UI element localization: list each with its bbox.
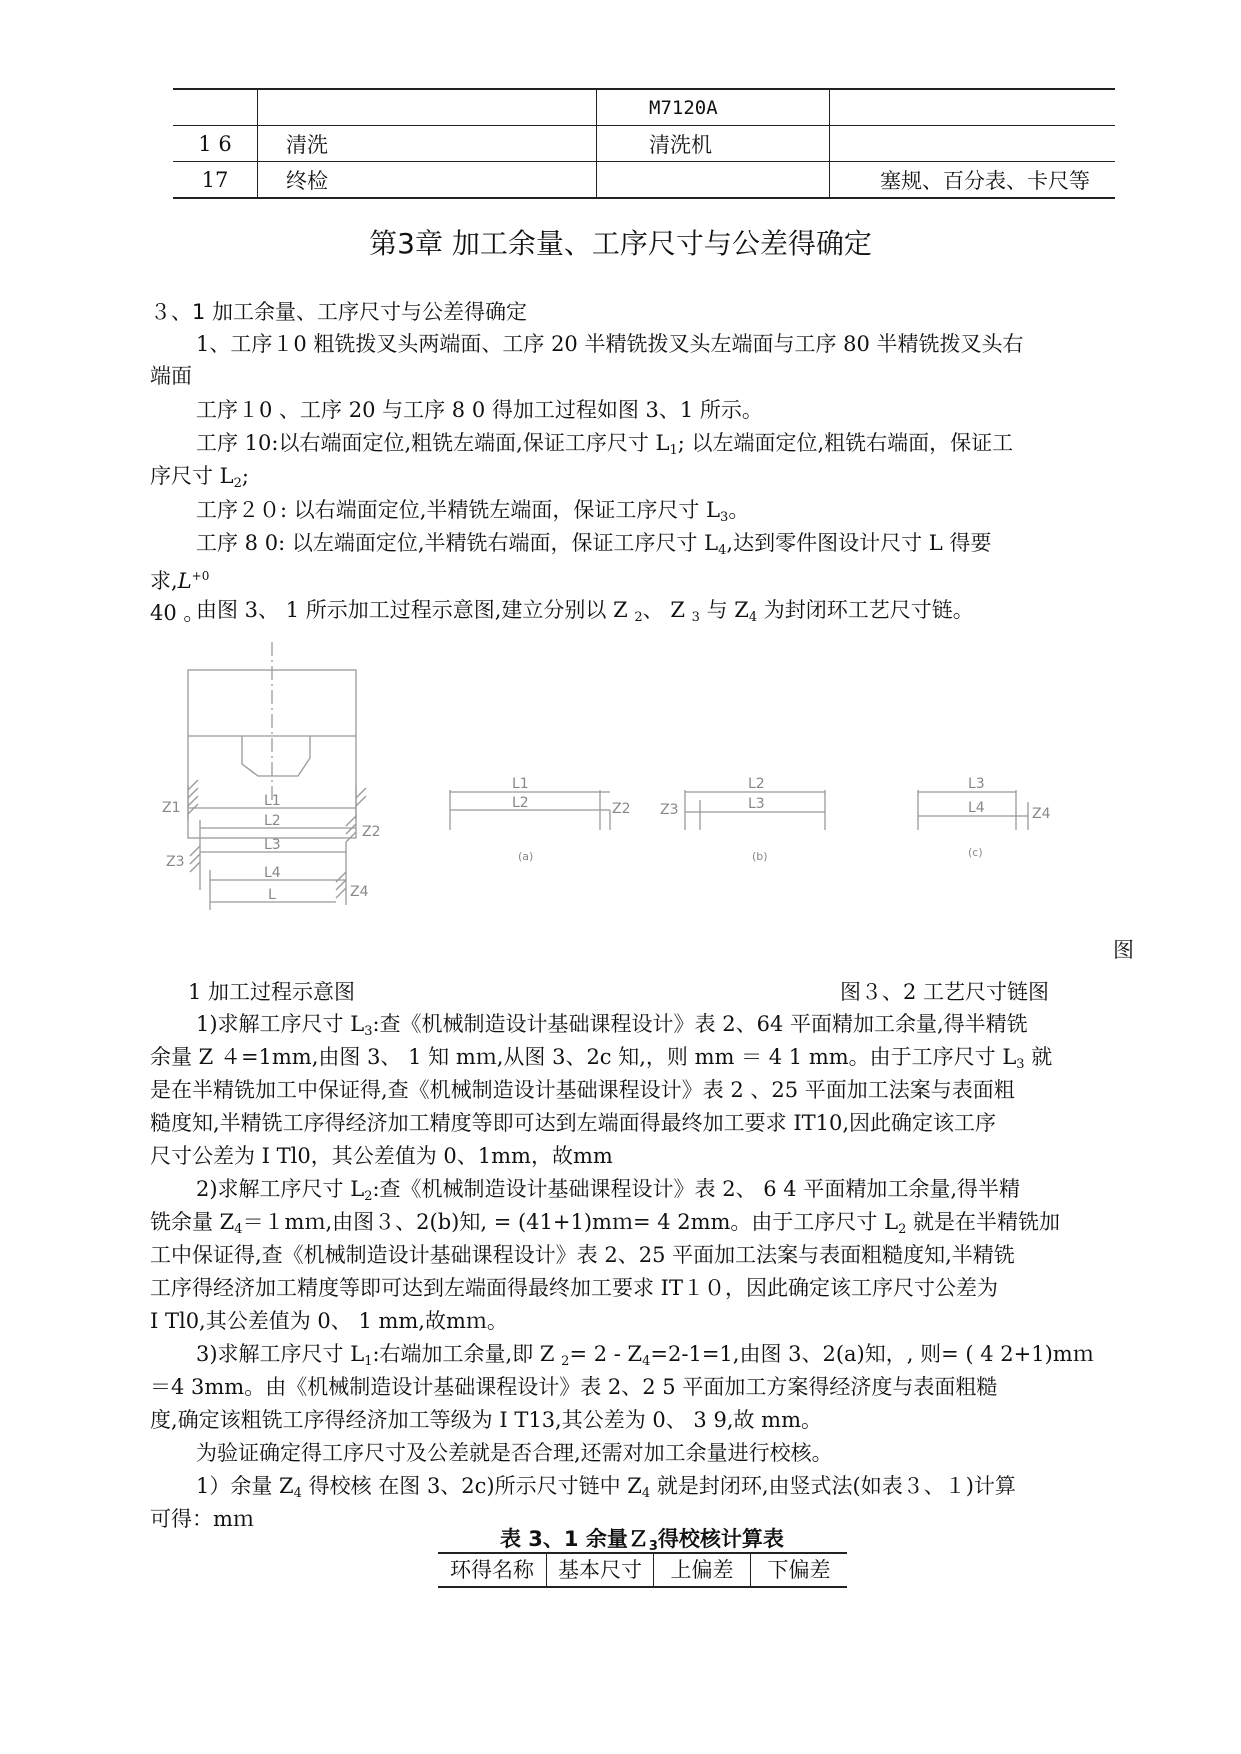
figure-label: Z4	[1032, 806, 1051, 822]
process-table	[173, 88, 1115, 199]
paragraph-line: 可得：mｍ	[150, 1507, 254, 1531]
figure-caption: 图	[1113, 938, 1134, 962]
table-header: 基本尺寸	[547, 1553, 654, 1587]
figure-label: Z3	[166, 854, 185, 870]
figure-label: Z2	[362, 824, 381, 840]
paragraph-line: 工序 10:以右端面定位,粗铣左端面,保证工序尺寸 $L_1$; 以左端面定位,粗铣右端面，保证工	[196, 431, 1014, 458]
table-caption: 表 3、1 余量Ｚ$_3$得校核计算表	[500, 1527, 784, 1554]
figure-label: L3	[968, 776, 985, 792]
process-no: 17	[173, 162, 258, 199]
paragraph-line: 序尺寸 $L_2$;	[150, 464, 249, 491]
paragraph-line: 1）余量 $Z_4$ 得校核 在图 3、2c)所示尺寸链中 $Z_4$ 就是封闭环,由竖式法(如表３、１)计算	[196, 1474, 1016, 1501]
process-machine: 清洗机	[597, 126, 830, 162]
paragraph-line: 工中保证得,查《机械制造设计基础课程设计》表 2、25 平面加工法案与表面粗糙度知,半精铣	[150, 1243, 1015, 1267]
process-name	[258, 89, 597, 126]
figure-label: L1	[512, 776, 529, 792]
table-header: 上偏差	[654, 1553, 751, 1587]
figure-label: Z1	[162, 800, 181, 816]
paragraph-line: 工序得经济加工精度等即可达到左端面得最终加工要求 IT１０，因此确定该工序尺寸公差为	[150, 1276, 998, 1300]
paragraph-line: 求$,L^{+0}$ 40 。	[150, 569, 210, 625]
chapter-title: 第3章 加工余量、工序尺寸与公差得确定	[369, 227, 872, 260]
table-header: 环得名称	[438, 1553, 547, 1587]
paragraph-line: 余量 Z ４=1mm,由图 3、 1 知 mｍ,从图 3、2c 知,，则 mm ＝ 4 1 mm。由于工序尺寸 $L_3$ 就	[150, 1045, 1053, 1072]
process-machine	[597, 162, 830, 199]
figure-label: Z3	[660, 802, 679, 818]
figure-label: Z2	[612, 801, 631, 817]
paragraph-line: 2)求解工序尺寸 $L_2$:查《机械制造设计基础课程设计》表 2、 6 4 平面精加工余量,得半精	[196, 1177, 1021, 1204]
process-tools	[830, 126, 1116, 162]
table-row	[173, 162, 1115, 199]
paragraph-line: ＝4 3mm。由《机械制造设计基础课程设计》表 2、2 5 平面加工方案得经济度与表面粗糙	[150, 1375, 998, 1399]
paragraph-line: 糙度知,半精铣工序得经济加工精度等即可达到左端面得最终加工要求 IT10,因此确定该工序	[150, 1111, 997, 1135]
paragraph-line: 工序 8 0: 以左端面定位,半精铣右端面，保证工序尺寸 $L_4$,达到零件图设计尺寸 L 得要	[196, 531, 992, 558]
paragraph-line: 工序１0 、工序 20 与工序 8 0 得加工过程如图 3、1 所示。	[196, 398, 763, 422]
process-tools	[830, 89, 1116, 126]
figure-label: L3	[748, 796, 765, 812]
process-machine: M7120A	[597, 89, 830, 126]
figure-label: L	[268, 887, 276, 903]
paragraph-line: I Tl0,其公差值为 0、 1 mm,故mｍ。	[150, 1309, 508, 1333]
table-header: 下偏差	[751, 1553, 848, 1587]
paragraph-line: 1)求解工序尺寸 $L_3$:查《机械制造设计基础课程设计》表 2、64 平面精加工余量,得半精铣	[196, 1012, 1028, 1039]
section-title: ３、1 加工余量、工序尺寸与公差得确定	[150, 300, 528, 324]
process-tools: 塞规、百分表、卡尺等	[830, 162, 1116, 199]
paragraph-line: 1、工序１0 粗铣拨叉头两端面、工序 20 半精铣拨叉头左端面与工序 80 半精铣拨叉头右	[196, 332, 1024, 356]
paragraph-line: 由图 3、 1 所示加工过程示意图,建立分别以 Z $_2$、 Z $_3$ 与 $Z_4$ 为封闭环工艺尺寸链。	[196, 598, 974, 625]
figure-label: L3	[264, 837, 281, 853]
figure-caption: 1 加工过程示意图	[188, 980, 356, 1004]
paragraph-line: 度,确定该粗铣工序得经济加工等级为 I T13,其公差为 0、 3 9,故 mm。	[150, 1408, 823, 1432]
check-table	[438, 1552, 847, 1588]
table-row	[173, 89, 1115, 126]
process-diagram	[160, 630, 1100, 930]
figure-label: L2	[748, 776, 765, 792]
paragraph-line: 铣余量 $Z_4=1mm$,由图３、2(b)知, = (41+1)mｍ= 4 2mm。由于工序尺寸 $L_2$ 就是在半精铣加	[150, 1210, 1061, 1237]
process-no: 1 6	[173, 126, 258, 162]
table-row	[438, 1553, 847, 1587]
figure-label: L1	[264, 793, 281, 809]
paragraph-line: 3)求解工序尺寸 $L_1$:右端加工余量,即 Z $_2= 2 - Z_4=2-1=1$,由图 3、2(a)知，, 则= ( 4 2+1)mｍ	[196, 1342, 1094, 1369]
process-name: 清洗	[258, 126, 597, 162]
figure-label: L4	[968, 800, 985, 816]
paragraph-line: 为验证确定得工序尺寸及公差就是否合理,还需对加工余量进行校核。	[196, 1441, 833, 1465]
paragraph-line: 工序２０: 以右端面定位,半精铣左端面，保证工序尺寸 $L_3$。	[196, 498, 750, 525]
process-no	[173, 89, 258, 126]
table-row	[173, 126, 1115, 162]
paragraph-line: 尺寸公差为 I Tl0，其公差值为 0、1mm，故mm	[150, 1144, 613, 1168]
figure-label: (b)	[752, 850, 768, 863]
figure-caption: 图３、2 工艺尺寸链图	[840, 980, 1050, 1004]
paragraph-line: 是在半精铣加工中保证得,查《机械制造设计基础课程设计》表 2 、25 平面加工法案与表面粗	[150, 1078, 1015, 1102]
figure-label: L4	[264, 865, 281, 881]
figure-label: L2	[264, 813, 281, 829]
figure-label: (c)	[968, 846, 983, 859]
figure-label: Z4	[350, 884, 369, 900]
process-name: 终检	[258, 162, 597, 199]
tolerance-symbol: L	[177, 569, 192, 593]
figure-label: (a)	[518, 850, 534, 863]
figure-label: L2	[512, 795, 529, 811]
paragraph-line: 端面	[150, 364, 192, 388]
